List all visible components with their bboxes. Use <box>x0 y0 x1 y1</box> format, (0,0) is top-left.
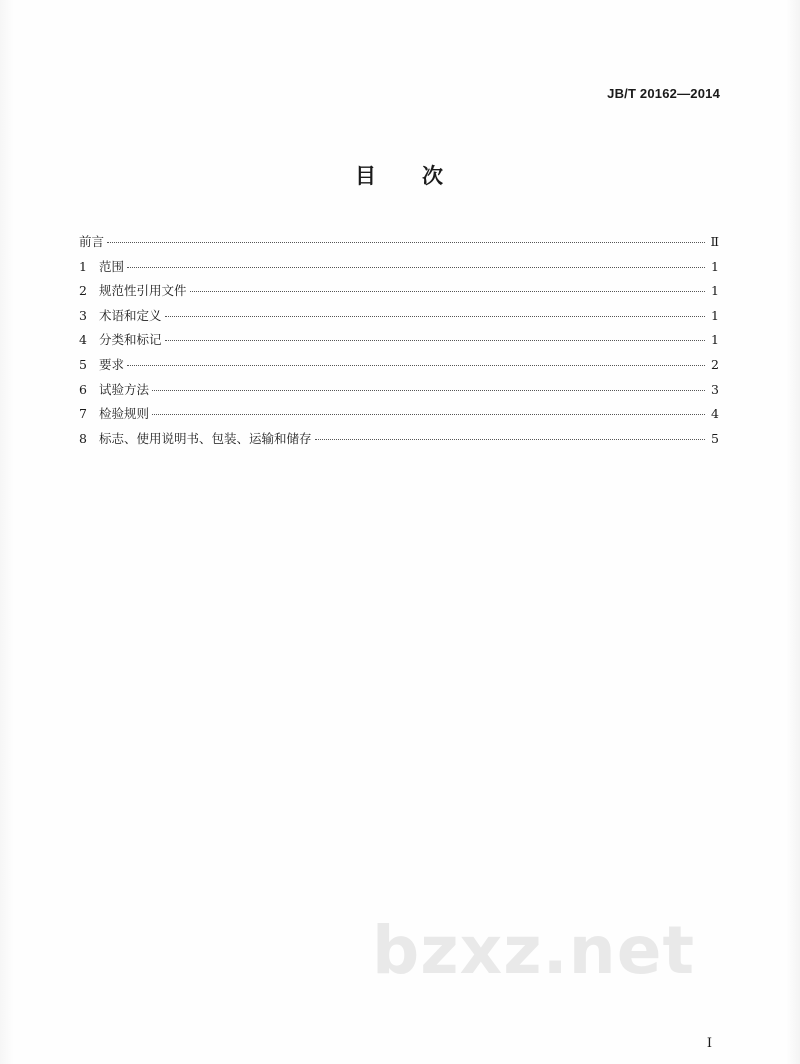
toc-entry-page: 5 <box>711 430 719 446</box>
toc-entry-number: 3 <box>79 307 87 323</box>
toc-leader-dots <box>152 390 705 391</box>
watermark-logo: bzxz.net <box>372 912 696 989</box>
toc-leader-dots <box>165 340 705 341</box>
toc-leader-dots <box>315 439 705 440</box>
toc-entry-number: 2 <box>79 283 87 299</box>
toc-title <box>0 160 800 190</box>
toc-entry-page: 2 <box>711 356 719 372</box>
toc-entry-page: Ⅱ <box>710 234 719 249</box>
toc-entry-label: 试验方法 <box>99 381 150 397</box>
table-of-contents <box>79 232 719 453</box>
toc-entry-number: 5 <box>79 356 87 372</box>
toc-entry-number: 1 <box>79 258 87 274</box>
toc-entry-page: 1 <box>711 258 719 274</box>
toc-leader-dots <box>127 267 705 268</box>
toc-entry-label: 术语和定义 <box>99 307 162 323</box>
toc-title-char-1: 目 <box>355 164 378 188</box>
toc-entry-terms-definitions[interactable] <box>79 306 719 331</box>
toc-leader-dots <box>165 316 705 317</box>
toc-entry-label: 分类和标记 <box>99 332 162 348</box>
toc-entry-label: 范围 <box>99 258 125 274</box>
toc-entry-number: 8 <box>79 430 87 446</box>
toc-entry-classification-marking[interactable] <box>79 330 719 355</box>
toc-entry-number: 6 <box>79 381 87 397</box>
toc-entry-inspection-rules[interactable] <box>79 404 719 429</box>
toc-entry-page: 3 <box>711 381 719 397</box>
toc-entry-test-methods[interactable] <box>79 380 719 405</box>
toc-entry-label: 要求 <box>99 356 125 372</box>
toc-entry-page: 4 <box>711 406 719 422</box>
toc-entry-page: 1 <box>711 332 719 348</box>
toc-entry-page: 1 <box>711 283 719 299</box>
toc-leader-dots <box>190 291 705 292</box>
toc-entry-label: 标志、使用说明书、包装、运输和储存 <box>99 430 312 446</box>
page-number: I <box>706 1036 712 1051</box>
toc-leader-dots <box>107 242 705 243</box>
standard-code: JB/T 20162—2014 <box>607 86 720 101</box>
toc-entry-normative-references[interactable] <box>79 281 719 306</box>
toc-leader-dots <box>152 414 705 415</box>
toc-entry-scope[interactable] <box>79 257 719 282</box>
toc-leader-dots <box>127 365 705 366</box>
toc-entry-requirements[interactable] <box>79 355 719 380</box>
toc-title-char-2: 次 <box>422 164 445 188</box>
toc-entry-page: 1 <box>711 307 719 323</box>
toc-entry-label: 规范性引用文件 <box>99 283 187 299</box>
toc-entry-number: 7 <box>79 406 87 422</box>
toc-entry-number: 4 <box>79 332 87 348</box>
toc-entry-label: 检验规则 <box>99 406 150 422</box>
toc-entry-label: 前言 <box>79 234 105 249</box>
toc-entry-foreword[interactable] <box>79 232 719 257</box>
toc-entry-marking-packaging-transport-storage[interactable] <box>79 429 719 454</box>
